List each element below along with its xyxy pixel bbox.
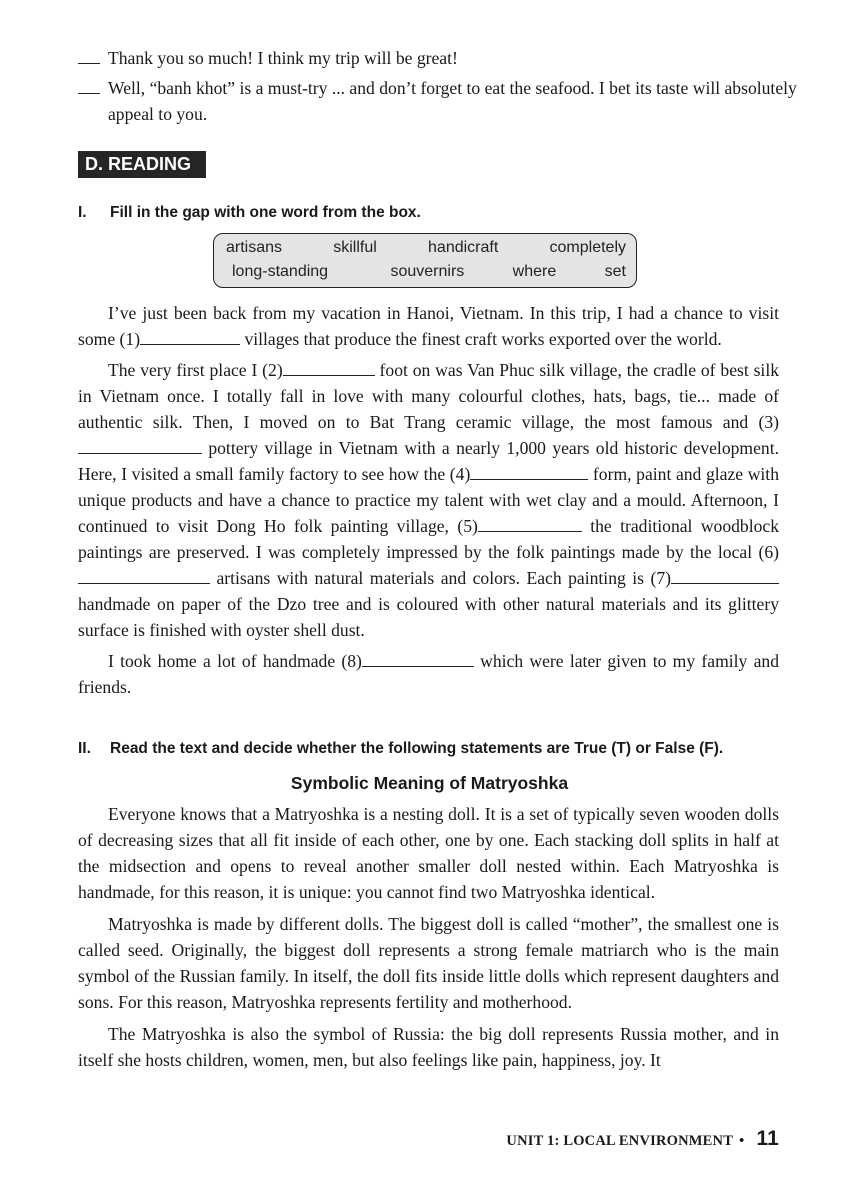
word-option: completely xyxy=(549,239,626,256)
word-option: long-standing xyxy=(232,263,329,280)
gap-fill-passage xyxy=(78,300,779,700)
exercise-2-instruction: II. Read the text and decide whether the following statements are True (T) or False (F). xyxy=(78,740,724,757)
dialogue-line-1: Thank you so much! I think my trip will be great! xyxy=(78,45,783,71)
page-footer xyxy=(506,1127,779,1151)
gap-5-input[interactable] xyxy=(478,517,582,532)
reading-paragraph: The Matryoshka is also the symbol of Russia: the big doll represents Russia mother, and in itself she hosts children, women, men, but also feelings like pain, happiness, joy. It xyxy=(78,1024,779,1070)
gap-6-input[interactable] xyxy=(78,569,210,584)
gap-4-input[interactable] xyxy=(470,465,588,480)
reading-paragraph: Matryoshka is made by different dolls. The biggest doll is called “mother”, the smallest one is called seed. Originally, the biggest doll represents a strong female matriarch who is the main symbol of the Russian family. In itself, the doll fits inside little dolls which represent daughters and sons. For this reason, Matryoshka represents fertility and motherhood. xyxy=(78,914,779,1012)
gap-7-input[interactable] xyxy=(671,569,779,584)
word-option: set xyxy=(604,263,626,280)
page-number: 11 xyxy=(756,1127,779,1150)
order-blank[interactable] xyxy=(78,49,100,64)
gap-3-input[interactable] xyxy=(78,439,202,454)
passage-paragraph: The very first place I (2) foot on was Van Phuc silk village, the cradle of best silk in Vietnam once. I totally fall in love with many colourful clothes, hats, bags, tie... made of authentic silk. Then, I moved on to Bat Trang ceramic village, the most famous and (3) pottery village in Vietnam with a nearly 1,000 years old historic development. Here, I visited a small family factory to see how the (4) form, paint and glaze with unique products and have a chance to practice my talent with wet clay and a mould. Afternoon, I continued to visit Dong Ho folk painting village, (5) the traditional woodblock paintings are preserved. I was completely impressed by the folk paintings made by the local (6) artisans with natural materials and colors. Each painting is (7) handmade on paper of the Dzo tree and is coloured with other natural materials and its glittery surface is finished with oyster shell dust. xyxy=(78,360,780,640)
word-box xyxy=(213,233,637,288)
gap-1-input[interactable] xyxy=(140,330,240,345)
unit-label: UNIT 1: LOCAL ENVIRONMENT xyxy=(506,1133,734,1149)
word-option: handicraft xyxy=(428,239,499,256)
word-option: skillful xyxy=(333,239,377,256)
section-heading-reading: D. READING xyxy=(78,151,206,178)
gap-8-input[interactable] xyxy=(362,652,474,667)
word-option: artisans xyxy=(226,239,283,256)
reading-paragraph: Everyone knows that a Matryoshka is a nesting doll. It is a set of typically seven wooden dolls of decreasing sizes that all fit inside of each other, one by one. Each stacking doll splits in half at the midsection and opens to reveal another smaller doll nested within. Each Matryoshka is handmade, for this reason, it is unique: you cannot find two Matryoshka identical. xyxy=(78,804,779,902)
reading-text xyxy=(78,801,779,1079)
gap-2-input[interactable] xyxy=(283,361,375,376)
passage-paragraph: I took home a lot of handmade (8) which were later given to my family and friends. xyxy=(78,651,780,697)
word-option: souvernirs xyxy=(390,263,465,280)
bullet-separator: • xyxy=(739,1133,745,1149)
word-option: where xyxy=(512,263,557,280)
order-blank[interactable] xyxy=(78,79,100,94)
reading-title: Symbolic Meaning of Matryoshka xyxy=(290,773,569,793)
exercise-1-instruction: I. Fill in the gap with one word from the box. xyxy=(78,204,421,221)
passage-paragraph: I’ve just been back from my vacation in Hanoi, Vietnam. In this trip, I had a chance to visit some (1) villages that produce the finest craft works exported over the world. xyxy=(78,303,779,349)
word-box-row xyxy=(232,263,626,281)
word-box-row xyxy=(226,239,626,257)
dialogue-line-2: Well, “banh khot” is a must-try ... and don’t forget to eat the seafood. I bet its taste will absolutely appeal to you. xyxy=(78,75,813,127)
